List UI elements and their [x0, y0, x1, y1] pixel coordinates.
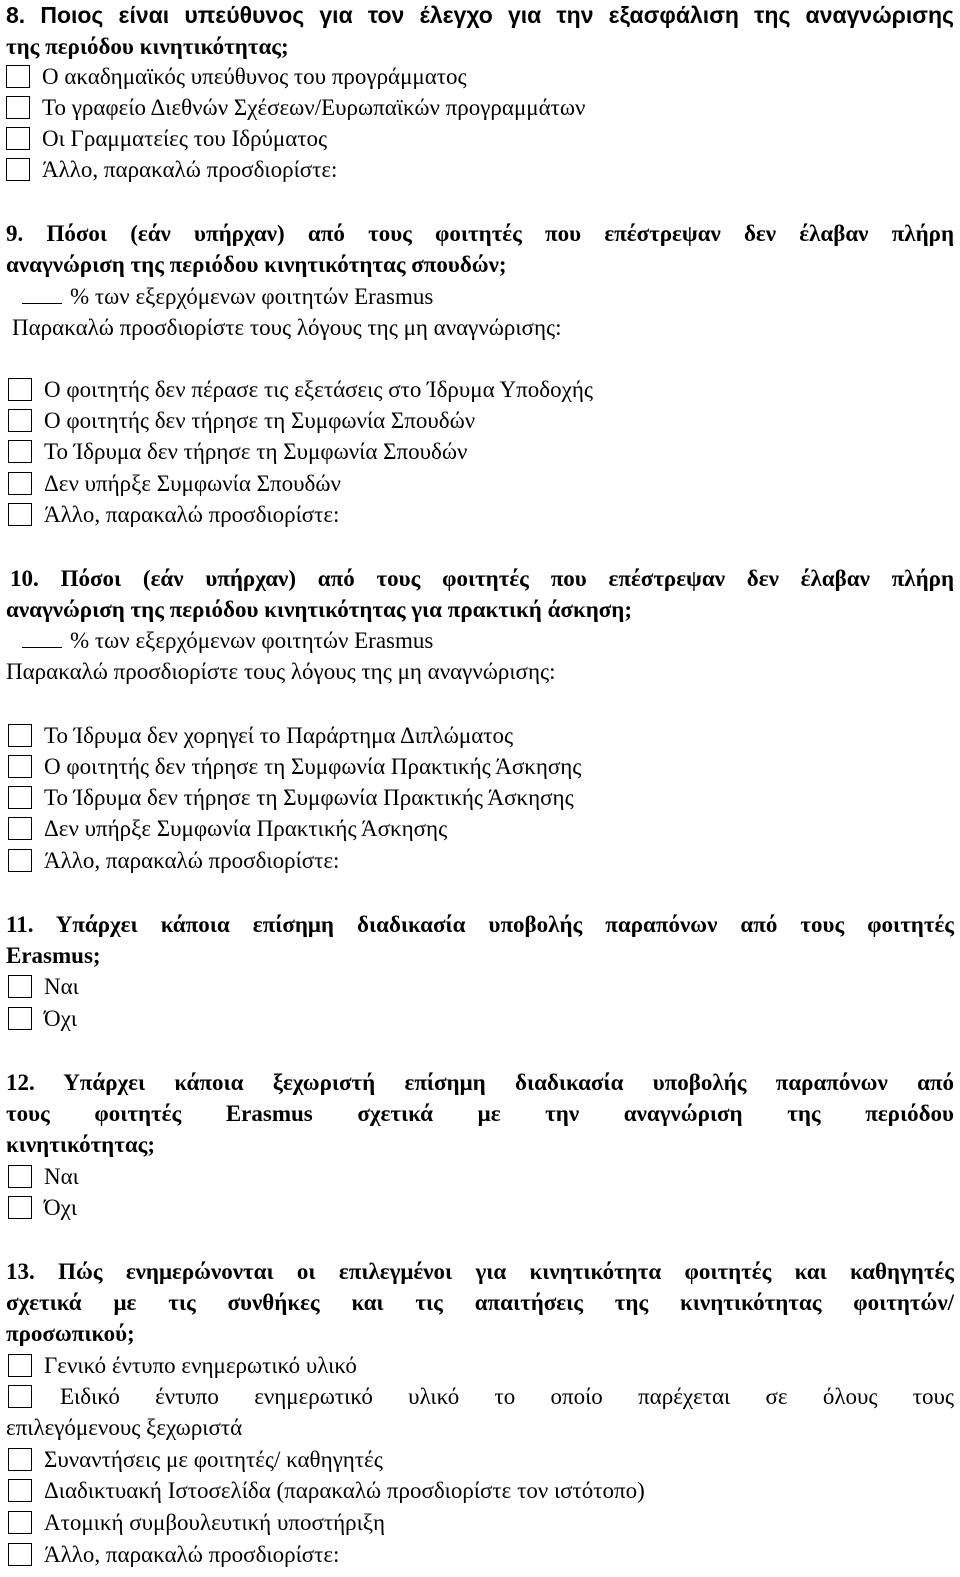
checkbox[interactable]: [6, 96, 30, 119]
q10-reasons-prompt: Παρακαλώ προσδιορίστε τους λόγους της μη αναγνώρισης:: [6, 659, 556, 684]
option-label: Δεν υπήρξε Συμφωνία Σπουδών: [44, 471, 341, 496]
checkbox[interactable]: [8, 1165, 32, 1188]
option-label: Το Ίδρυμα δεν τήρησε τη Συμφωνία Πρακτικής Άσκησης: [44, 785, 574, 810]
option-label: Δεν υπήρξε Συμφωνία Πρακτικής Άσκησης: [44, 816, 448, 841]
option-label: Το Ίδρυμα δεν χορηγεί το Παράρτημα Διπλώματος: [44, 723, 514, 748]
option-label: Ειδικό έντυπο ενημερωτικό υλικό το οποίο παρέχεται σε όλους τους: [60, 1384, 954, 1409]
q9-heading-line-2: αναγνώριση της περιόδου κινητικότητας σπουδών;: [6, 252, 507, 277]
option-label: Ναι: [44, 974, 79, 999]
q9-heading-line-1: 9. Πόσοι (εάν υπήρχαν) από τους φοιτητές που επέστρεψαν δεν έλαβαν πλήρη: [6, 221, 954, 246]
option-label: Ατομική συμβουλευτική υποστήριξη: [44, 1510, 386, 1535]
checkbox[interactable]: [8, 1543, 32, 1566]
checkbox[interactable]: [8, 786, 32, 809]
q10-option-5[interactable]: [8, 845, 954, 876]
q8-heading-line-1: 8. Ποιος είναι υπεύθυνος για τον έλεγχο για την εξασφάλιση της αναγνώρισης: [6, 2, 954, 28]
option-label: Το Ίδρυμα δεν τήρησε τη Συμφωνία Σπουδών: [44, 439, 468, 464]
checkbox[interactable]: [8, 1007, 32, 1030]
option-label: Ο ακαδημαϊκός υπεύθυνος του προγράμματος: [42, 64, 467, 89]
option-label: Διαδικτυακή Ιστοσελίδα (παρακαλώ προσδιορίστε τον ιστότοπο): [44, 1478, 645, 1503]
q8-option-3[interactable]: [6, 123, 954, 154]
q11-option-yes[interactable]: [8, 971, 954, 1002]
q13-option-2-continuation: επιλεγόμενους ξεχωριστά: [6, 1415, 243, 1440]
checkbox[interactable]: [8, 817, 32, 840]
checkbox[interactable]: [8, 1385, 32, 1408]
checkbox[interactable]: [6, 127, 30, 150]
option-label: Γενικό έντυπο ενημερωτικό υλικό: [44, 1353, 357, 1378]
q12-heading-line-2: τους φοιτητές Erasmus σχετικά με την αναγνώριση της περιόδου: [6, 1101, 954, 1126]
q13-option-1[interactable]: [8, 1350, 954, 1381]
option-label: Άλλο, παρακαλώ προσδιορίστε:: [44, 848, 340, 873]
q9-reasons-prompt: Παρακαλώ προσδιορίστε τους λόγους της μη αναγνώρισης:: [12, 315, 562, 340]
option-label: Το γραφείο Διεθνών Σχέσεων/Ευρωπαϊκών προγραμμάτων: [42, 95, 586, 120]
checkbox[interactable]: [8, 975, 32, 998]
percent-text: % των εξερχόμενων φοιτητών Erasmus: [70, 284, 434, 309]
checkbox[interactable]: [8, 724, 32, 747]
option-label: Άλλο, παρακαλώ προσδιορίστε:: [44, 502, 340, 527]
q9-percent-row: [6, 281, 954, 312]
q12-option-no[interactable]: [8, 1192, 954, 1223]
checkbox[interactable]: [8, 472, 32, 495]
q9-option-4[interactable]: [8, 468, 954, 499]
q10-heading-line-2: αναγνώριση της περιόδου κινητικότητας για πρακτική άσκηση;: [6, 597, 633, 622]
checkbox[interactable]: [8, 409, 32, 432]
q13-heading-line-1: 13. Πώς ενημερώνονται οι επιλεγμένοι για κινητικότητα φοιτητές και καθηγητές: [6, 1259, 954, 1284]
checkbox[interactable]: [8, 1354, 32, 1377]
checkbox[interactable]: [8, 1511, 32, 1534]
q9-option-2[interactable]: [8, 405, 954, 436]
percent-text: % των εξερχόμενων φοιτητών Erasmus: [70, 628, 434, 653]
checkbox[interactable]: [8, 378, 32, 401]
q13-option-4[interactable]: [8, 1475, 954, 1506]
q10-heading-line-1: 10. Πόσοι (εάν υπήρχαν) από τους φοιτητές που επέστρεψαν δεν έλαβαν πλήρη: [10, 566, 954, 591]
checkbox[interactable]: [8, 1196, 32, 1219]
checkbox[interactable]: [8, 503, 32, 526]
option-label: Ναι: [44, 1164, 79, 1189]
q8-option-2[interactable]: [6, 92, 954, 123]
q10-option-2[interactable]: [8, 751, 954, 782]
q11-heading-line-1: 11. Υπάρχει κάποια επίσημη διαδικασία υποβολής παραπόνων από τους φοιτητές: [6, 912, 954, 937]
q10-option-1[interactable]: [8, 720, 954, 751]
checkbox[interactable]: [8, 1479, 32, 1502]
q9-option-1[interactable]: [8, 374, 954, 405]
q13-option-6[interactable]: [8, 1539, 954, 1570]
q9-option-5[interactable]: [8, 499, 954, 530]
q8-option-1[interactable]: [6, 61, 954, 92]
option-label: Ο φοιτητής δεν τήρησε τη Συμφωνία Πρακτικής Άσκησης: [44, 754, 582, 779]
q10-option-3[interactable]: [8, 782, 954, 813]
option-label: Όχι: [44, 1006, 78, 1031]
checkbox[interactable]: [8, 440, 32, 463]
q12-heading-line-3: κινητικότητας;: [6, 1132, 156, 1157]
q8-option-4[interactable]: [6, 154, 954, 185]
percent-blank[interactable]: [22, 283, 62, 304]
option-label: Ο φοιτητής δεν πέρασε τις εξετάσεις στο Ίδρυμα Υποδοχής: [44, 377, 593, 402]
percent-blank[interactable]: [22, 627, 62, 648]
q11-option-no[interactable]: [8, 1003, 954, 1034]
checkbox[interactable]: [6, 65, 30, 88]
q13-option-3[interactable]: [8, 1444, 954, 1475]
checkbox[interactable]: [6, 158, 30, 181]
option-label: Συναντήσεις με φοιτητές/ καθηγητές: [44, 1447, 383, 1472]
q13-option-5[interactable]: [8, 1507, 954, 1538]
option-label: Όχι: [44, 1195, 78, 1220]
q11-heading-line-2: Erasmus;: [6, 943, 101, 968]
q9-option-3[interactable]: [8, 436, 954, 467]
checkbox[interactable]: [8, 755, 32, 778]
q13-heading-line-3: προσωπικού;: [6, 1321, 135, 1346]
q13-option-2[interactable]: [8, 1381, 954, 1412]
option-label: Άλλο, παρακαλώ προσδιορίστε:: [42, 157, 338, 182]
q12-option-yes[interactable]: [8, 1161, 954, 1192]
q12-heading-line-1: 12. Υπάρχει κάποια ξεχωριστή επίσημη διαδικασία υποβολής παραπόνων από: [6, 1070, 954, 1095]
q10-option-4[interactable]: [8, 813, 954, 844]
q8-heading-line-2: της περιόδου κινητικότητας;: [6, 34, 289, 59]
checkbox[interactable]: [8, 1448, 32, 1471]
checkbox[interactable]: [8, 849, 32, 872]
q13-heading-line-2: σχετικά με τις συνθήκες και τις απαιτήσεις της κινητικότητας φοιτητών/: [6, 1290, 954, 1315]
option-label: Ο φοιτητής δεν τήρησε τη Συμφωνία Σπουδών: [44, 408, 476, 433]
q10-percent-row: [6, 625, 954, 656]
option-label: Άλλο, παρακαλώ προσδιορίστε:: [44, 1542, 340, 1567]
option-label: Οι Γραμματείες του Ιδρύματος: [42, 126, 328, 151]
